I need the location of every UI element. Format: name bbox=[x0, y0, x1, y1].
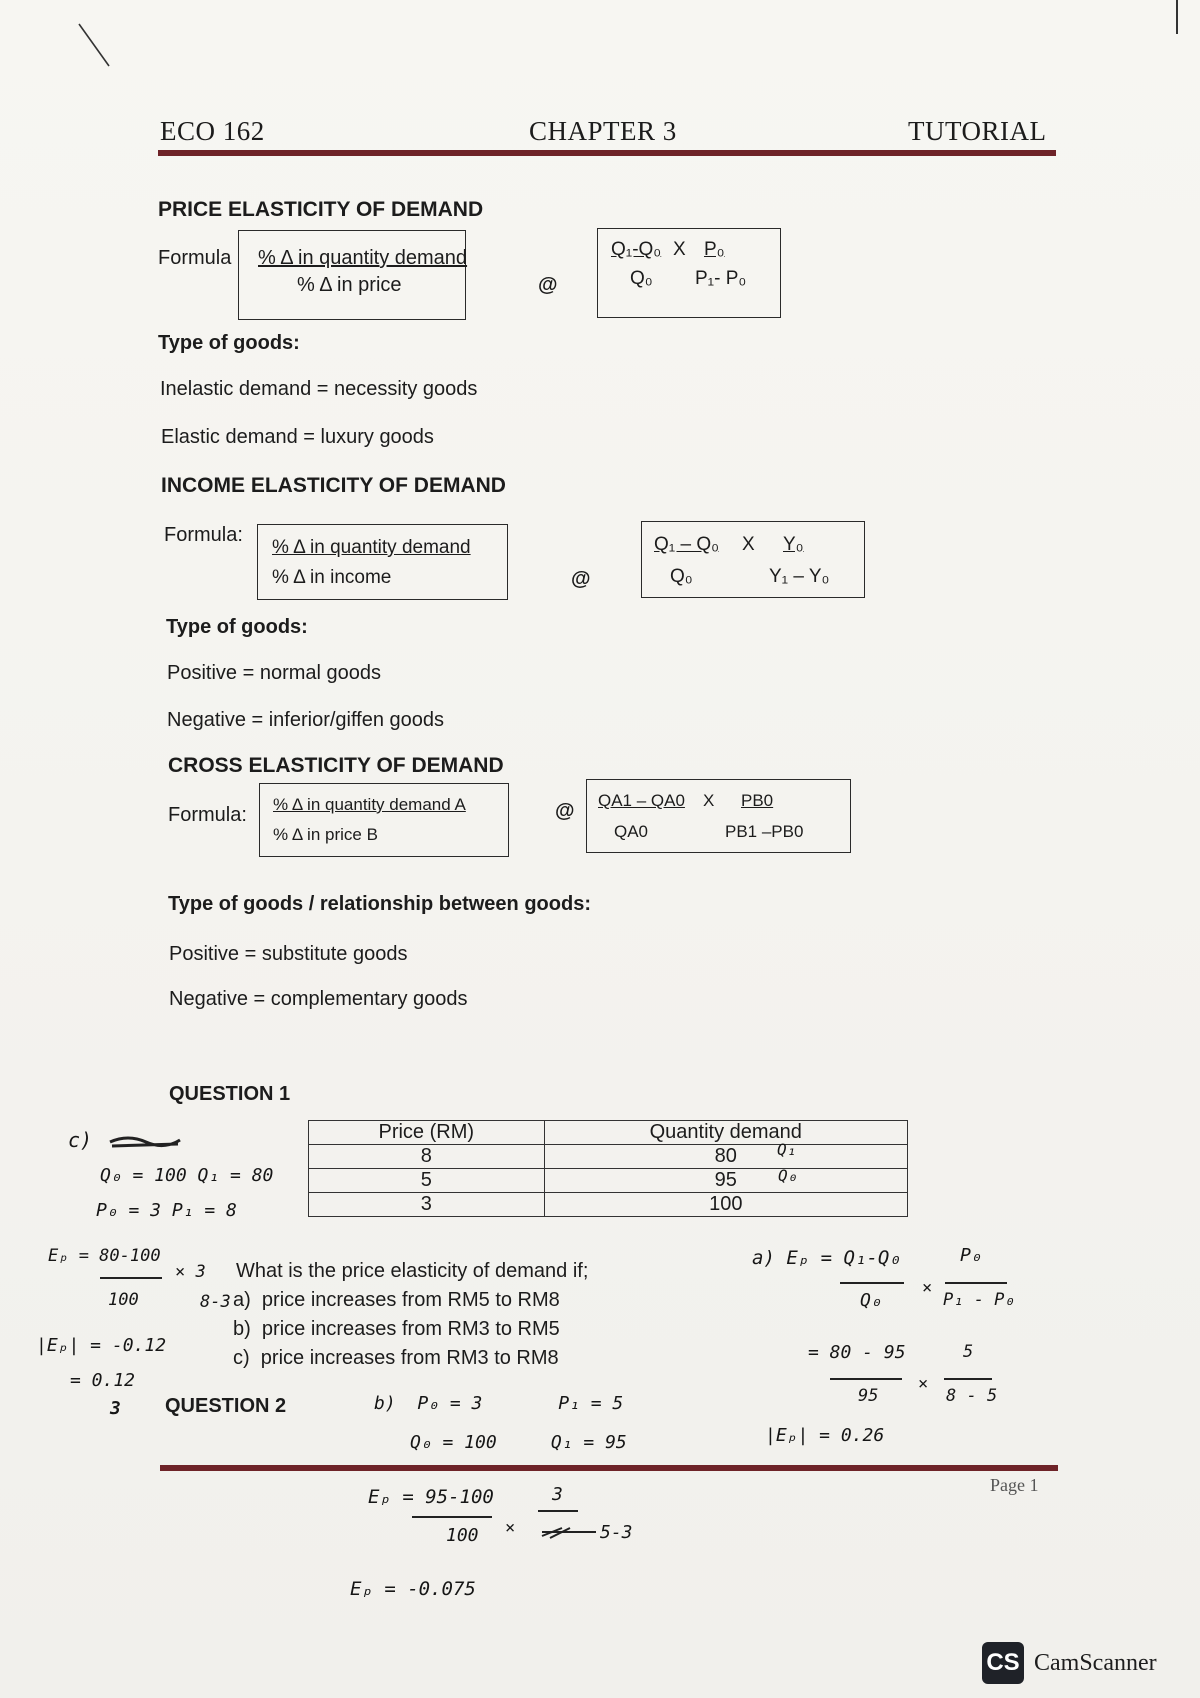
xed-type-2: Negative = complementary goods bbox=[169, 988, 468, 1010]
header-rule bbox=[158, 150, 1056, 156]
ped-alt-bottom-right: P₁- P₀ bbox=[695, 268, 747, 289]
xed-denominator: % Δ in price B bbox=[273, 825, 378, 844]
ped-type-1: Inelastic demand = necessity goods bbox=[160, 378, 478, 400]
col-quantity-header: Quantity demand bbox=[544, 1121, 907, 1145]
hand-b-result: Eₚ = -0.075 bbox=[350, 1578, 476, 1600]
hand-right-result: |Eₚ| = 0.26 bbox=[765, 1425, 885, 1446]
q1-part-c-text: price increases from RM3 to RM8 bbox=[260, 1347, 559, 1369]
hand-b-bar-1 bbox=[412, 1516, 492, 1518]
pen-stroke bbox=[75, 20, 115, 70]
hand-right-bar-2 bbox=[945, 1282, 1007, 1284]
table-cell: 100 bbox=[544, 1193, 907, 1217]
hand-b-den: 100 bbox=[446, 1525, 479, 1546]
table-row bbox=[309, 1169, 908, 1193]
yed-alt-top-left: Q₁ – Q₀ bbox=[654, 534, 719, 555]
question-2-title: QUESTION 2 bbox=[165, 1395, 287, 1417]
q1-part-b bbox=[233, 1315, 560, 1344]
xed-alt-top-right: PB0 bbox=[741, 791, 774, 810]
hand-b-line2: Q₀ = 100 Q₁ = 95 bbox=[410, 1432, 627, 1453]
ped-formula-label: Formula bbox=[158, 247, 232, 269]
hand-q-values: Q₀ = 100 Q₁ = 80 bbox=[100, 1165, 274, 1186]
xed-title: CROSS ELASTICITY OF DEMAND bbox=[168, 754, 504, 777]
hand-b-53: 5-3 bbox=[600, 1522, 633, 1543]
hand-abs-result: |Eₚ| = -0.12 bbox=[36, 1335, 167, 1356]
xed-alt-top-left: QA1 – QA0 bbox=[598, 791, 685, 810]
hand-right-bar-3 bbox=[830, 1378, 902, 1380]
table-cell: 95 bbox=[544, 1169, 907, 1193]
table-row bbox=[309, 1145, 908, 1169]
xed-at: @ bbox=[555, 800, 575, 822]
yed-denominator: % Δ in income bbox=[272, 567, 392, 588]
table-row bbox=[309, 1193, 908, 1217]
hand-right-x: × bbox=[922, 1278, 933, 1298]
q1-part-a bbox=[233, 1286, 560, 1315]
ped-title: PRICE ELASTICITY OF DEMAND bbox=[158, 198, 484, 221]
table-cell: 8 bbox=[309, 1145, 545, 1169]
table-header-row bbox=[309, 1121, 908, 1145]
ped-types-title: Type of goods: bbox=[158, 332, 300, 354]
ped-alt-bottom-left: Q₀ bbox=[630, 268, 653, 289]
q1-table bbox=[308, 1120, 908, 1217]
yed-alt-x: X bbox=[742, 534, 755, 555]
q1-part-a-label: a) bbox=[233, 1289, 251, 1311]
hand-p-values: P₀ = 3 P₁ = 8 bbox=[96, 1200, 237, 1221]
hand-right-bar-1 bbox=[840, 1282, 904, 1284]
xed-alt-x: X bbox=[703, 791, 715, 810]
yed-alt-bottom-left: Q₀ bbox=[670, 566, 693, 587]
camscanner-logo: CS bbox=[982, 1642, 1024, 1684]
ped-alt-x: X bbox=[673, 239, 686, 260]
edge-mark bbox=[1176, 0, 1178, 34]
yed-numerator: % Δ in quantity demand bbox=[272, 537, 471, 558]
hand-strikeout bbox=[540, 1522, 600, 1546]
ped-alt-top-left: Q₁-Q₀ bbox=[611, 239, 662, 260]
hand-number-3: 3 bbox=[110, 1398, 121, 1419]
hand-q0-label: Q₀ bbox=[778, 1166, 798, 1185]
xed-alt-bottom-right: PB1 –PB0 bbox=[725, 822, 804, 841]
hand-right-85: 8 - 5 bbox=[946, 1386, 998, 1406]
hand-right-bar-4 bbox=[944, 1378, 992, 1380]
hand-q1-label: Q₁ bbox=[777, 1140, 797, 1159]
yed-alt-top-right: Y₀ bbox=[783, 534, 804, 555]
hand-result: = 0.12 bbox=[70, 1370, 136, 1391]
hand-right-num: = 80 - 95 bbox=[808, 1342, 906, 1363]
q1-part-b-label: b) bbox=[233, 1318, 251, 1340]
hand-right-95: 95 bbox=[858, 1386, 879, 1406]
q1-part-c bbox=[233, 1344, 560, 1373]
ped-type-2: Elastic demand = luxury goods bbox=[161, 426, 434, 448]
yed-title: INCOME ELASTICITY OF DEMAND bbox=[161, 474, 506, 497]
q1-part-b-text: price increases from RM3 to RM5 bbox=[261, 1318, 560, 1340]
hand-right-x2: × bbox=[918, 1374, 929, 1394]
hand-b-line1: b) P₀ = 3 P₁ = 5 bbox=[374, 1393, 624, 1414]
col-price-header: Price (RM) bbox=[309, 1121, 545, 1145]
hand-b-ep: Eₚ = 95-100 bbox=[368, 1486, 494, 1508]
q1-part-c-label: c) bbox=[233, 1347, 250, 1369]
course-code: ECO 162 bbox=[160, 116, 265, 146]
ped-denominator: % Δ in price bbox=[297, 274, 402, 296]
hand-fraction-bar bbox=[100, 1277, 162, 1279]
yed-type-2: Negative = inferior/giffen goods bbox=[167, 709, 445, 731]
chapter-title: CHAPTER 3 bbox=[529, 116, 677, 146]
hand-right-formula: a) Eₚ = Q₁-Q₀ bbox=[752, 1247, 901, 1269]
xed-alt-bottom-left: QA0 bbox=[614, 822, 649, 841]
hand-denominator-2: 8-3 bbox=[200, 1292, 231, 1312]
hand-right-q0: Q₀ bbox=[860, 1290, 882, 1311]
yed-alt-bottom-right: Y₁ – Y₀ bbox=[769, 566, 830, 587]
q1-prompt: What is the price elasticity of demand if; bbox=[236, 1260, 589, 1282]
hand-right-pp: P₁ - P₀ bbox=[943, 1290, 1015, 1310]
table-cell: 3 bbox=[309, 1193, 545, 1217]
hand-denominator: 100 bbox=[108, 1290, 139, 1310]
yed-at: @ bbox=[571, 568, 591, 590]
hand-c: c) bbox=[68, 1128, 93, 1152]
yed-formula-label: Formula: bbox=[164, 524, 243, 546]
xed-types-title: Type of goods / relationship between goods: bbox=[168, 893, 591, 915]
footer-rule bbox=[160, 1465, 1058, 1471]
q1-parts bbox=[233, 1286, 560, 1373]
table-cell: 80 bbox=[544, 1145, 907, 1169]
q1-part-a-text: price increases from RM5 to RM8 bbox=[261, 1289, 560, 1311]
hand-ep-numerator: Eₚ = 80-100 bbox=[48, 1246, 161, 1266]
hand-right-5: 5 bbox=[963, 1342, 974, 1362]
hand-b-x: × bbox=[505, 1518, 516, 1538]
question-1-title: QUESTION 1 bbox=[169, 1083, 291, 1105]
yed-type-1: Positive = normal goods bbox=[167, 662, 382, 684]
hand-b-3: 3 bbox=[552, 1484, 563, 1505]
hand-b-bar-2 bbox=[538, 1510, 578, 1512]
table-cell: 5 bbox=[309, 1169, 545, 1193]
xed-numerator: % Δ in quantity demand A bbox=[273, 795, 466, 814]
tutorial-label: TUTORIAL bbox=[908, 116, 1047, 146]
page-number: Page 1 bbox=[990, 1475, 1039, 1495]
yed-types-title: Type of goods: bbox=[166, 616, 308, 638]
ped-alt-top-right: P₀ bbox=[704, 239, 725, 260]
xed-type-1: Positive = substitute goods bbox=[169, 943, 408, 965]
hand-multiplier: × 3 bbox=[175, 1262, 206, 1282]
ped-at: @ bbox=[538, 274, 558, 296]
scribble-mark bbox=[108, 1130, 184, 1154]
camscanner-text: CamScanner bbox=[1034, 1650, 1157, 1676]
ped-numerator: % Δ in quantity demand bbox=[258, 247, 468, 269]
hand-right-p0: P₀ bbox=[960, 1245, 982, 1266]
xed-formula-label: Formula: bbox=[168, 804, 247, 826]
